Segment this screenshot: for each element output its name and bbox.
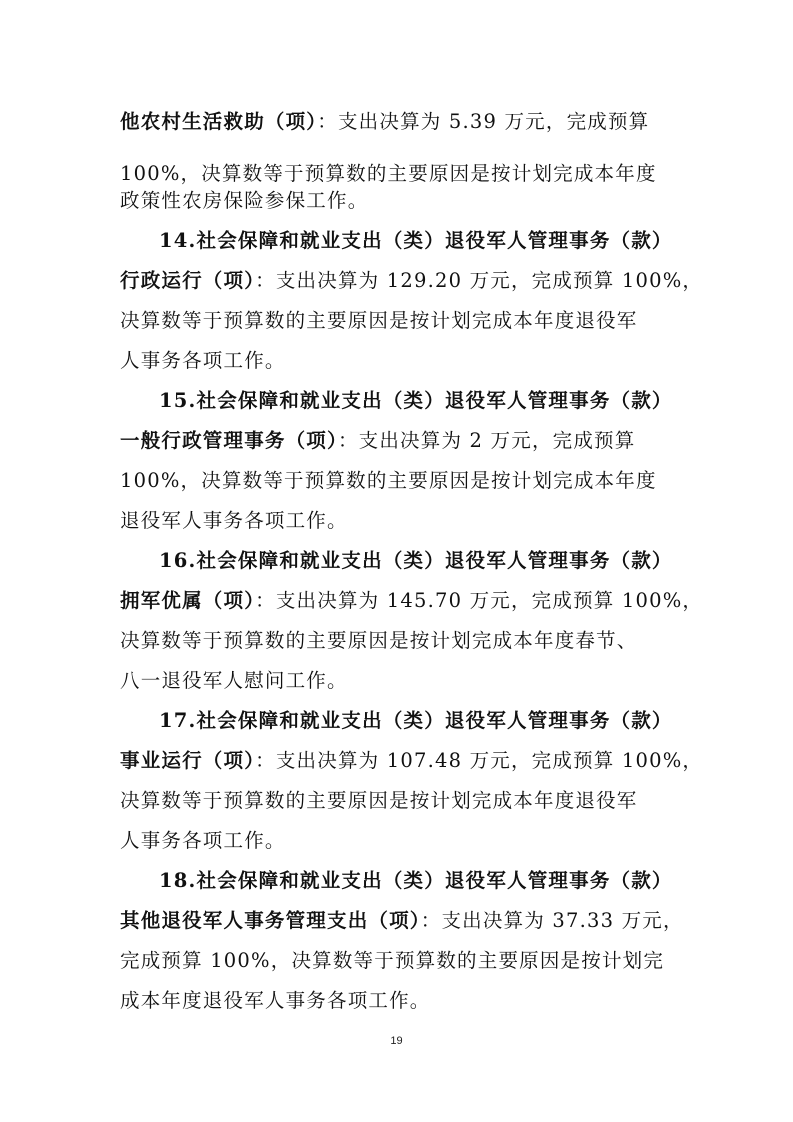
paragraph-line [120, 185, 680, 217]
paragraph-heading-line [159, 385, 680, 417]
line-text: ：支出决算为 37.33 万元， [420, 909, 684, 932]
paragraph-heading-line [159, 225, 680, 257]
paragraph-line [120, 305, 680, 337]
paragraph-line [120, 585, 704, 617]
paragraph-line [120, 345, 680, 377]
paragraph-line [120, 985, 680, 1017]
line-bold-text: 行政运行（项） [120, 269, 256, 292]
line-text: 退役军人事务各项工作。 [120, 509, 348, 532]
line-text: 八一退役军人慰问工作。 [120, 669, 348, 692]
line-text: ：支出决算为 107.48 万元，完成预算 100%， [255, 749, 704, 772]
paragraph-line [120, 665, 680, 697]
paragraph-heading-line [159, 545, 680, 577]
line-bold-text: 事业运行（项） [120, 749, 256, 772]
paragraph-heading-line [159, 865, 680, 897]
paragraph-line [120, 106, 680, 138]
line-text: 决算数等于预算数的主要原因是按计划完成本年度退役军 [120, 309, 638, 332]
line-text: ：支出决算为 5.39 万元，完成预算 [317, 110, 650, 133]
page-number: 19 [390, 1035, 403, 1047]
line-bold-text: 18.社会保障和就业支出（类）退役军人管理事务（款） [159, 869, 673, 892]
line-bold-text: 他农村生活救助（项） [120, 110, 318, 133]
line-bold-text: 17.社会保障和就业支出（类）退役军人管理事务（款） [159, 709, 673, 732]
paragraph-line [120, 905, 684, 937]
line-text: ：支出决算为 129.20 万元，完成预算 100%， [255, 269, 704, 292]
line-text: 100%，决算数等于预算数的主要原因是按计划完成本年度 [120, 162, 657, 185]
line-text: 决算数等于预算数的主要原因是按计划完成本年度春节、 [120, 629, 638, 652]
line-text: ：支出决算为 2 万元，完成预算 [337, 429, 636, 452]
paragraph-line [120, 265, 704, 297]
line-text: 人事务各项工作。 [120, 349, 286, 372]
paragraph-line [120, 785, 680, 817]
line-bold-text: 其他退役军人事务管理支出（项） [120, 909, 421, 932]
line-text: 政策性农房保险参保工作。 [120, 189, 369, 212]
paragraph-line [120, 425, 680, 457]
line-bold-text: 一般行政管理事务（项） [120, 429, 338, 452]
line-text: 决算数等于预算数的主要原因是按计划完成本年度退役军 [120, 789, 638, 812]
paragraph-line [120, 745, 704, 777]
paragraph-line [120, 465, 680, 497]
line-text: ：支出决算为 145.70 万元，完成预算 100%， [255, 589, 704, 612]
line-text: 100%，决算数等于预算数的主要原因是按计划完成本年度 [120, 469, 657, 492]
paragraph-line [120, 625, 680, 657]
line-bold-text: 拥军优属（项） [120, 589, 256, 612]
line-bold-text: 14.社会保障和就业支出（类）退役军人管理事务（款） [159, 229, 673, 252]
paragraph-line [120, 945, 680, 977]
paragraph-heading-line [159, 705, 680, 737]
line-text: 成本年度退役军人事务各项工作。 [120, 989, 431, 1012]
line-text: 完成预算 100%，决算数等于预算数的主要原因是按计划完 [120, 949, 665, 972]
line-text: 人事务各项工作。 [120, 829, 286, 852]
line-bold-text: 16.社会保障和就业支出（类）退役军人管理事务（款） [159, 549, 673, 572]
paragraph-line [120, 825, 680, 857]
line-bold-text: 15.社会保障和就业支出（类）退役军人管理事务（款） [159, 389, 673, 412]
paragraph-line [120, 505, 680, 537]
